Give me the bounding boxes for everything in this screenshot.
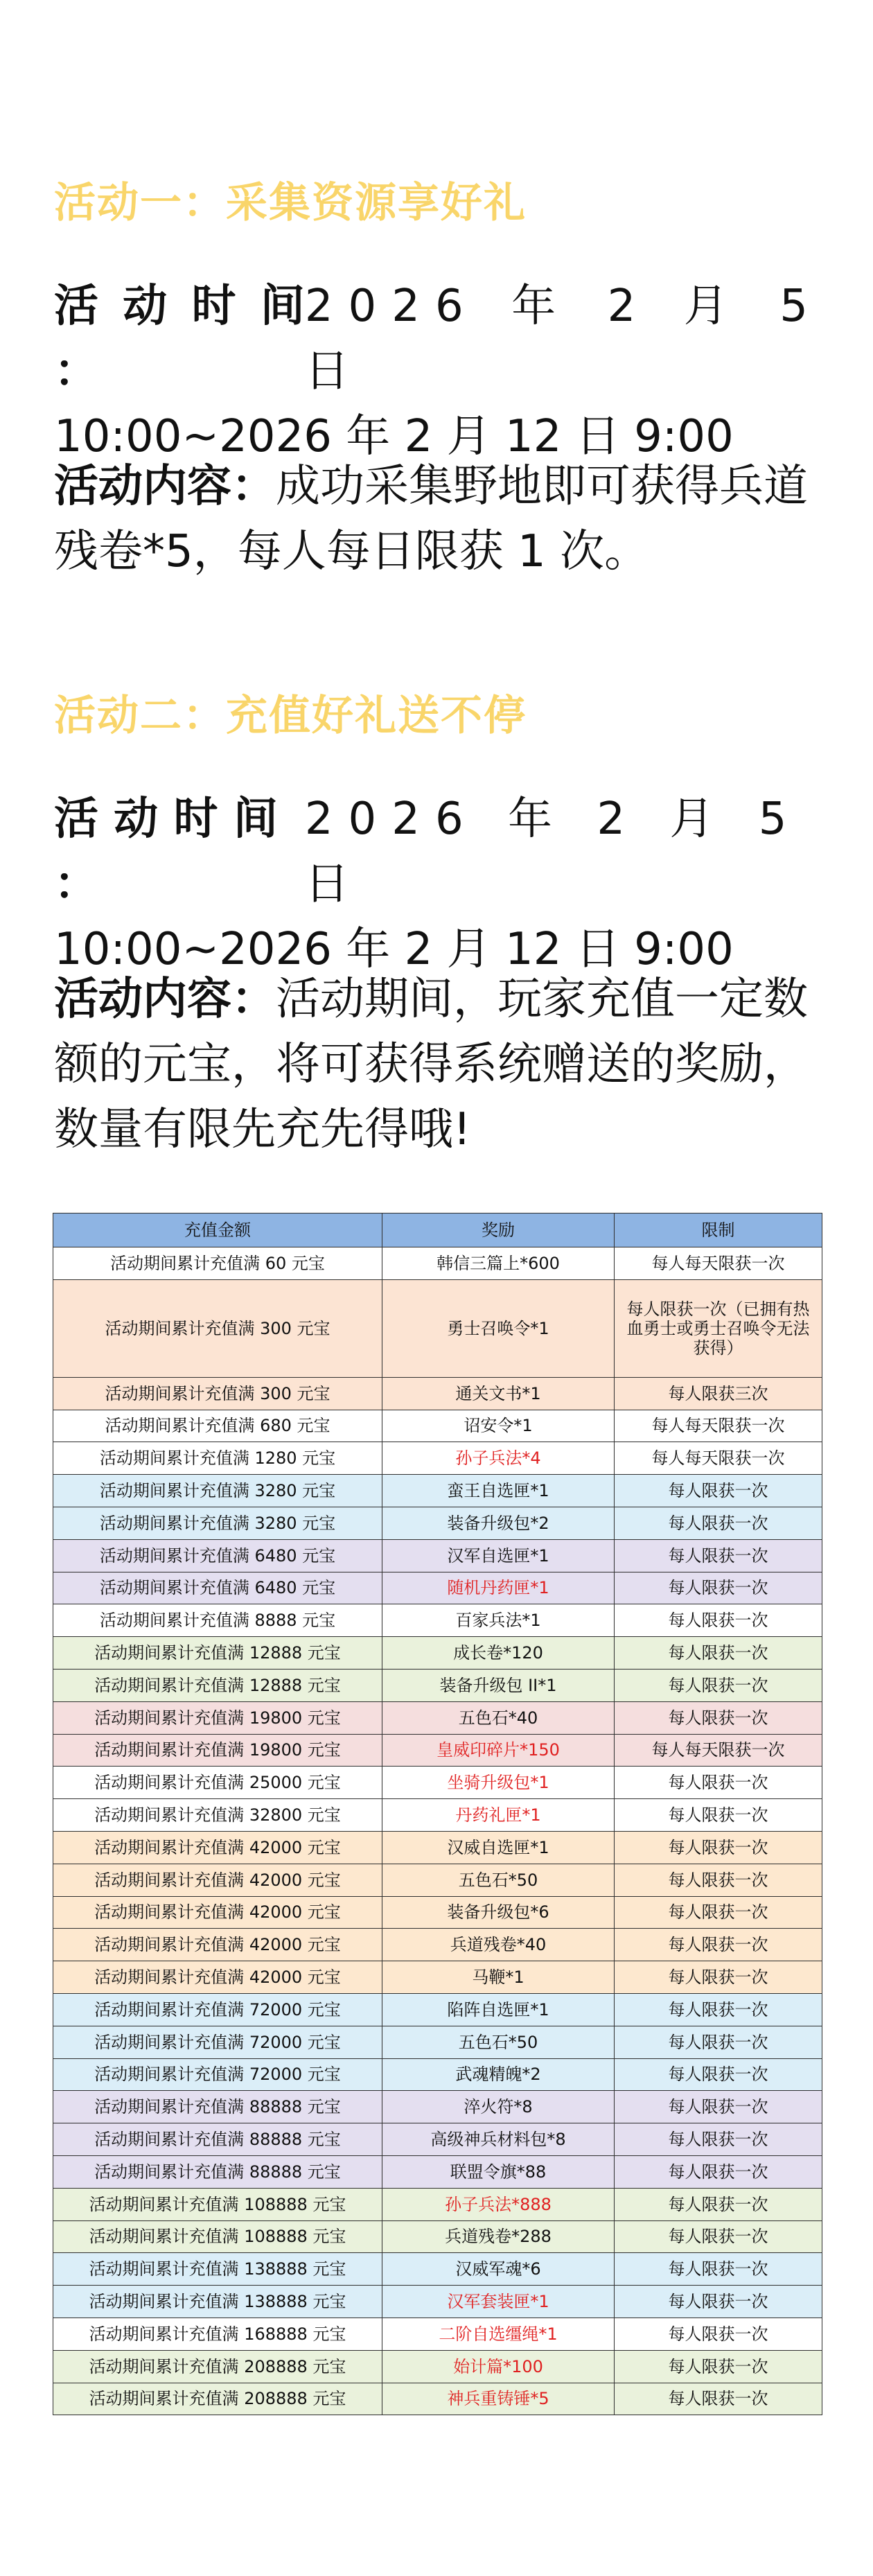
reward-cell: 汉军套装匣*1 — [382, 2286, 615, 2318]
limit-cell: 每人限获一次 — [615, 1993, 822, 2026]
table-row — [53, 1929, 822, 1961]
amount-cell: 活动期间累计充值满 3280 元宝 — [53, 1507, 382, 1539]
table-row — [53, 1247, 822, 1280]
table-row — [53, 2383, 822, 2415]
amount-cell: 活动期间累计充值满 32800 元宝 — [53, 1799, 382, 1832]
reward-cell: 五色石*50 — [382, 1864, 615, 1896]
amount-cell: 活动期间累计充值满 168888 元宝 — [53, 2317, 382, 2350]
limit-cell: 每人每天限获一次 — [615, 1734, 822, 1767]
table-row — [53, 1377, 822, 1410]
limit-cell: 每人限获一次 — [615, 2058, 822, 2091]
table-row — [53, 1442, 822, 1475]
reward-cell: 孙子兵法*888 — [382, 2188, 615, 2220]
table-row — [53, 1767, 822, 1799]
table-row — [53, 1896, 822, 1929]
header-reward: 奖励 — [382, 1213, 615, 1247]
amount-cell: 活动期间累计充值满 88888 元宝 — [53, 2155, 382, 2188]
amount-cell: 活动期间累计充值满 42000 元宝 — [53, 1961, 382, 1994]
table-row — [53, 1637, 822, 1670]
amount-cell: 活动期间累计充值满 42000 元宝 — [53, 1831, 382, 1864]
header-limit: 限制 — [615, 1213, 822, 1247]
reward-cell: 诏安令*1 — [382, 1410, 615, 1442]
reward-cell: 淬火符*8 — [382, 2091, 615, 2123]
limit-cell: 每人每天限获一次 — [615, 1442, 822, 1475]
limit-cell: 每人限获一次 — [615, 2350, 822, 2383]
limit-cell: 每人限获一次 — [615, 1637, 822, 1670]
activity1-time-line2: 10:00~2026 年 2 月 12 日 9:00 — [54, 411, 734, 462]
reward-cell: 通关文书*1 — [382, 1377, 615, 1410]
activity2-time-line1 — [54, 787, 823, 917]
table-row — [53, 2253, 822, 2286]
reward-cell: 兵道残卷*288 — [382, 2220, 615, 2253]
reward-cell: 装备升级包*6 — [382, 1896, 615, 1929]
header-amount: 充值金额 — [53, 1213, 382, 1247]
reward-cell: 汉威军魂*6 — [382, 2253, 615, 2286]
amount-cell: 活动期间累计充值满 42000 元宝 — [53, 1929, 382, 1961]
amount-cell: 活动期间累计充值满 6480 元宝 — [53, 1539, 382, 1572]
activity2-content-text: 活动期间，玩家充值一定数额的元宝，将可获得系统赠送的奖励，数量有限先充先得哦! — [54, 974, 808, 1155]
limit-cell: 每人限获一次 — [615, 2026, 822, 2058]
limit-cell: 每人限获一次 — [615, 1864, 822, 1896]
amount-cell: 活动期间累计充值满 88888 元宝 — [53, 2123, 382, 2156]
activity1-content-text: 成功采集野地即可获得兵道残卷*5，每人每日限获 1 次。 — [54, 461, 808, 577]
reward-cell: 韩信三篇上*600 — [382, 1247, 615, 1280]
table-row — [53, 1475, 822, 1507]
amount-cell: 活动期间累计充值满 88888 元宝 — [53, 2091, 382, 2123]
amount-cell: 活动期间累计充值满 72000 元宝 — [53, 2026, 382, 2058]
activity2-time-start: 2026 年 2 月 5 日 — [304, 794, 802, 910]
reward-cell: 坐骑升级包*1 — [382, 1767, 615, 1799]
amount-cell: 活动期间累计充值满 12888 元宝 — [53, 1669, 382, 1701]
table-row — [53, 1279, 822, 1377]
table-row — [53, 2220, 822, 2253]
activity1-time-label: 活 动 时 间 ： — [54, 281, 305, 397]
amount-cell: 活动期间累计充值满 208888 元宝 — [53, 2383, 382, 2415]
reward-cell: 百家兵法*1 — [382, 1604, 615, 1637]
limit-cell: 每人限获一次 — [615, 1831, 822, 1864]
amount-cell: 活动期间累计充值满 1280 元宝 — [53, 1442, 382, 1475]
reward-cell: 随机丹药匣*1 — [382, 1572, 615, 1604]
activity1-content — [54, 454, 823, 584]
limit-cell: 每人限获一次 — [615, 2286, 822, 2318]
amount-cell: 活动期间累计充值满 108888 元宝 — [53, 2220, 382, 2253]
limit-cell: 每人限获一次 — [615, 2155, 822, 2188]
activity2-time-line2: 10:00~2026 年 2 月 12 日 9:00 — [54, 924, 734, 975]
table-row — [53, 2026, 822, 2058]
table-row — [53, 1993, 822, 2026]
limit-cell: 每人限获一次 — [615, 1507, 822, 1539]
reward-cell: 勇士召唤令*1 — [382, 1279, 615, 1377]
amount-cell: 活动期间累计充值满 138888 元宝 — [53, 2253, 382, 2286]
amount-cell: 活动期间累计充值满 42000 元宝 — [53, 1864, 382, 1896]
amount-cell: 活动期间累计充值满 72000 元宝 — [53, 2058, 382, 2091]
reward-cell: 汉威自选匣*1 — [382, 1831, 615, 1864]
limit-cell: 每人限获一次 — [615, 2188, 822, 2220]
table-row — [53, 1961, 822, 1994]
table-row — [53, 2317, 822, 2350]
reward-cell: 装备升级包*2 — [382, 1507, 615, 1539]
reward-cell: 高级神兵材料包*8 — [382, 2123, 615, 2156]
amount-cell: 活动期间累计充值满 25000 元宝 — [53, 1767, 382, 1799]
amount-cell: 活动期间累计充值满 12888 元宝 — [53, 1637, 382, 1670]
activity2-content — [54, 967, 823, 1162]
table-row — [53, 1701, 822, 1734]
reward-cell: 陷阵自选匣*1 — [382, 1993, 615, 2026]
amount-cell: 活动期间累计充值满 3280 元宝 — [53, 1475, 382, 1507]
amount-cell: 活动期间累计充值满 72000 元宝 — [53, 1993, 382, 2026]
limit-cell: 每人限获一次 — [615, 1475, 822, 1507]
table-header-row — [53, 1213, 822, 1247]
amount-cell: 活动期间累计充值满 300 元宝 — [53, 1279, 382, 1377]
reward-cell: 五色石*50 — [382, 2026, 615, 2058]
amount-cell: 活动期间累计充值满 680 元宝 — [53, 1410, 382, 1442]
reward-cell: 丹药礼匣*1 — [382, 1799, 615, 1832]
limit-cell: 每人每天限获一次 — [615, 1410, 822, 1442]
limit-cell: 每人限获一次 — [615, 2253, 822, 2286]
table-row — [53, 2350, 822, 2383]
table-row — [53, 2123, 822, 2156]
limit-cell: 每人限获一次 — [615, 1572, 822, 1604]
limit-cell: 每人限获一次 — [615, 1539, 822, 1572]
limit-cell: 每人限获一次 — [615, 2220, 822, 2253]
rewards-table-body — [53, 1247, 822, 2415]
table-row — [53, 1864, 822, 1896]
table-row — [53, 1539, 822, 1572]
reward-cell: 蛮王自选匣*1 — [382, 1475, 615, 1507]
limit-cell: 每人限获一次 — [615, 2123, 822, 2156]
activity1-time-start: 2026 年 2 月 5 日 — [304, 281, 823, 397]
activity2-content-label: 活动内容： — [54, 974, 276, 1025]
table-row — [53, 2058, 822, 2091]
amount-cell: 活动期间累计充值满 138888 元宝 — [53, 2286, 382, 2318]
table-row — [53, 1734, 822, 1767]
table-row — [53, 1669, 822, 1701]
limit-cell: 每人限获一次 — [615, 1701, 822, 1734]
activity1-content-label: 活动内容： — [54, 461, 276, 512]
amount-cell: 活动期间累计充值满 19800 元宝 — [53, 1734, 382, 1767]
rewards-table — [53, 1213, 822, 2415]
activity1-time-line1 — [54, 274, 823, 404]
table-row — [53, 1507, 822, 1539]
activity2-time — [54, 787, 823, 982]
reward-cell: 联盟令旗*88 — [382, 2155, 615, 2188]
amount-cell: 活动期间累计充值满 208888 元宝 — [53, 2350, 382, 2383]
reward-cell: 神兵重铸锤*5 — [382, 2383, 615, 2415]
limit-cell: 每人限获一次 — [615, 1896, 822, 1929]
reward-cell: 武魂精魄*2 — [382, 2058, 615, 2091]
table-row — [53, 1604, 822, 1637]
reward-cell: 兵道残卷*40 — [382, 1929, 615, 1961]
limit-cell: 每人限获一次 — [615, 2383, 822, 2415]
limit-cell: 每人限获一次 — [615, 1961, 822, 1994]
reward-cell: 孙子兵法*4 — [382, 1442, 615, 1475]
limit-cell: 每人限获一次 — [615, 1604, 822, 1637]
table-row — [53, 1799, 822, 1832]
limit-cell: 每人限获一次 — [615, 1929, 822, 1961]
limit-cell: 每人限获一次（已拥有热血勇士或勇士召唤令无法获得） — [615, 1279, 822, 1377]
reward-cell: 装备升级包 II*1 — [382, 1669, 615, 1701]
reward-cell: 汉军自选匣*1 — [382, 1539, 615, 1572]
table-row — [53, 1831, 822, 1864]
amount-cell: 活动期间累计充值满 42000 元宝 — [53, 1896, 382, 1929]
limit-cell: 每人限获一次 — [615, 1669, 822, 1701]
amount-cell: 活动期间累计充值满 8888 元宝 — [53, 1604, 382, 1637]
limit-cell: 每人限获一次 — [615, 1799, 822, 1832]
activity2-time-label: 活 动 时 间 ： — [54, 794, 278, 910]
table-row — [53, 1410, 822, 1442]
limit-cell: 每人限获一次 — [615, 2091, 822, 2123]
amount-cell: 活动期间累计充值满 108888 元宝 — [53, 2188, 382, 2220]
amount-cell: 活动期间累计充值满 60 元宝 — [53, 1247, 382, 1280]
limit-cell: 每人限获一次 — [615, 1767, 822, 1799]
reward-cell: 皇威印碎片*150 — [382, 1734, 615, 1767]
limit-cell: 每人限获三次 — [615, 1377, 822, 1410]
amount-cell: 活动期间累计充值满 6480 元宝 — [53, 1572, 382, 1604]
table-row — [53, 2286, 822, 2318]
activity2-title: 活动二：充值好礼送不停 — [54, 692, 527, 740]
reward-cell: 始计篇*100 — [382, 2350, 615, 2383]
table-row — [53, 1572, 822, 1604]
activity1-title: 活动一：采集资源享好礼 — [54, 179, 527, 227]
reward-cell: 二阶自选缰绳*1 — [382, 2317, 615, 2350]
reward-cell: 五色石*40 — [382, 1701, 615, 1734]
amount-cell: 活动期间累计充值满 19800 元宝 — [53, 1701, 382, 1734]
table-row — [53, 2155, 822, 2188]
limit-cell: 每人每天限获一次 — [615, 1247, 822, 1280]
table-row — [53, 2091, 822, 2123]
reward-cell: 成长卷*120 — [382, 1637, 615, 1670]
limit-cell: 每人限获一次 — [615, 2317, 822, 2350]
amount-cell: 活动期间累计充值满 300 元宝 — [53, 1377, 382, 1410]
reward-cell: 马鞭*1 — [382, 1961, 615, 1994]
activity1-time — [54, 274, 823, 469]
table-row — [53, 2188, 822, 2220]
